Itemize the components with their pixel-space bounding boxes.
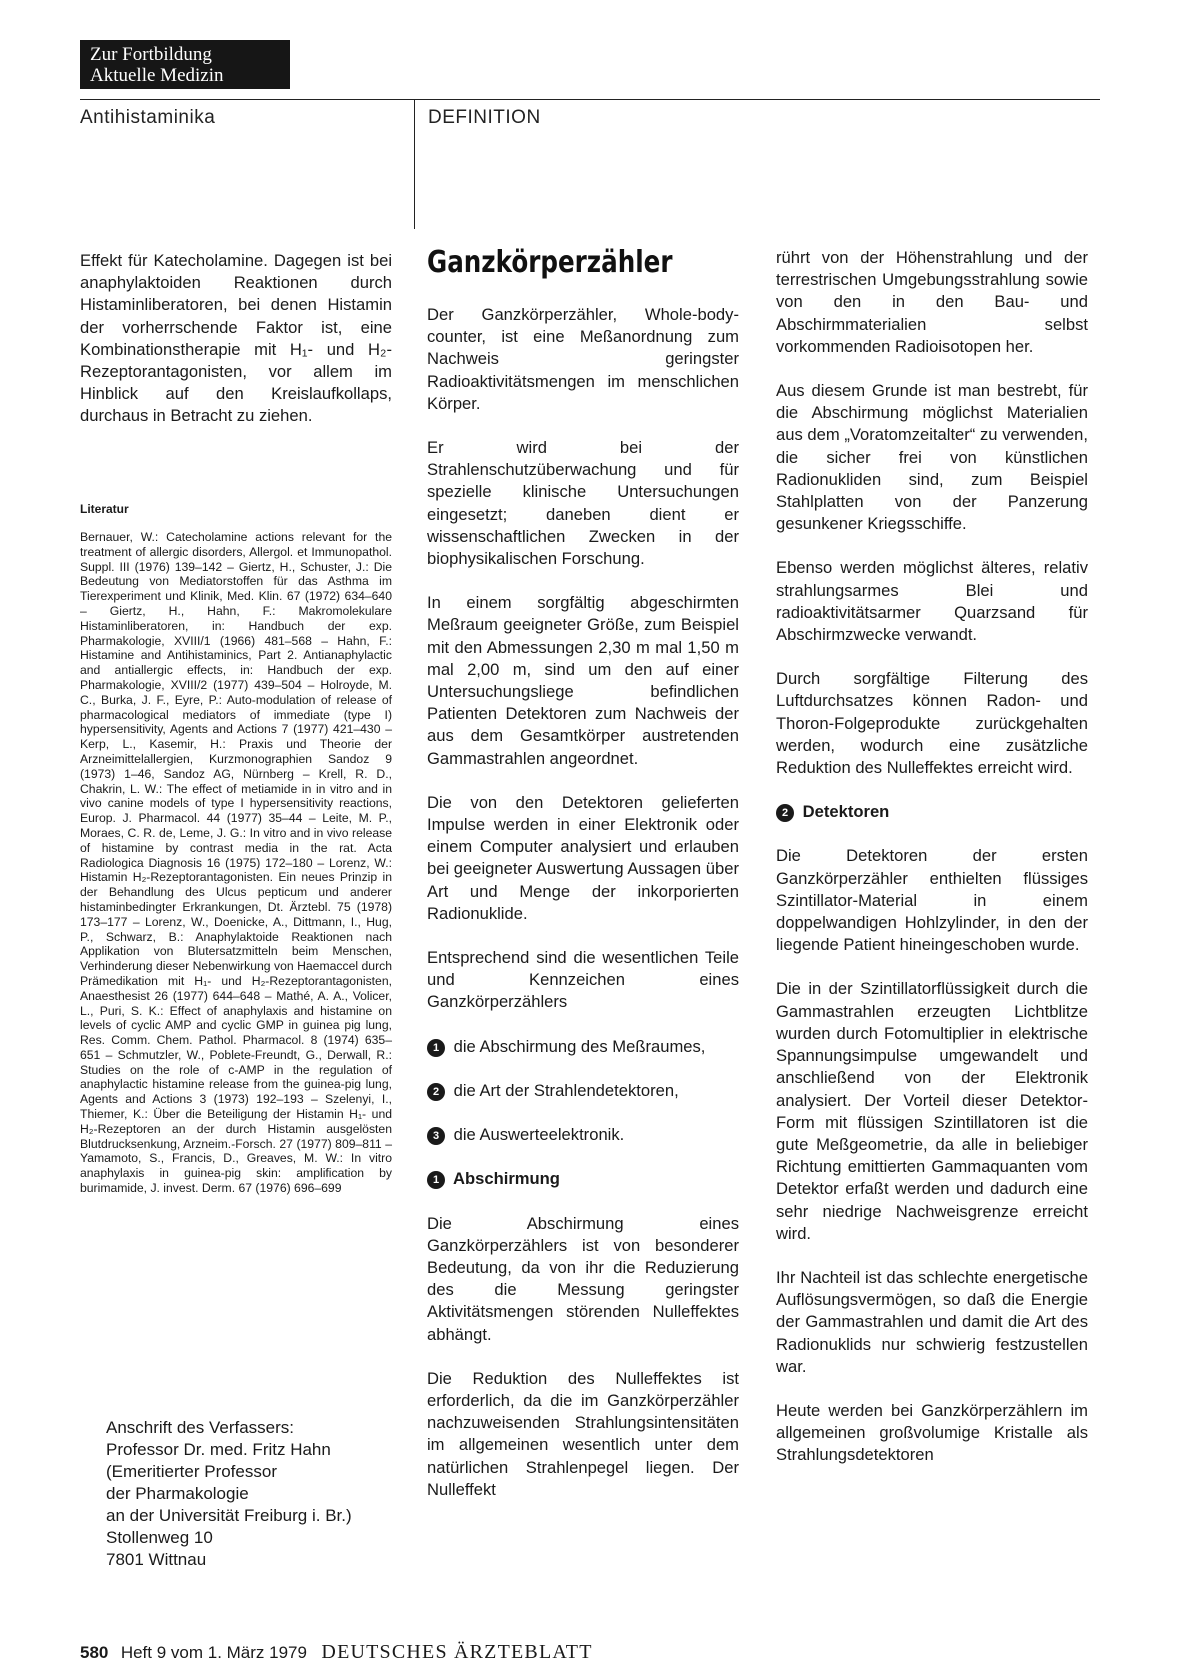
issue-info: Heft 9 vom 1. März 1979 xyxy=(120,1643,307,1662)
number-2-icon: 2 xyxy=(776,804,794,822)
list-item xyxy=(427,1036,739,1058)
list-item xyxy=(427,1080,739,1102)
header-rule xyxy=(80,99,1100,100)
badge-line-2: Aktuelle Medizin xyxy=(90,65,224,86)
number-2-icon: 2 xyxy=(427,1083,445,1101)
header-topic: Antihistaminika xyxy=(80,107,216,128)
header-divider xyxy=(414,99,415,229)
column-right xyxy=(776,247,1088,1489)
number-3-icon: 3 xyxy=(427,1127,445,1145)
list-item-text: die Art der Strahlendetektoren, xyxy=(453,1080,679,1100)
paragraph: Er wird bei der Strahlenschutzüberwachung und für spezielle klinische Untersuchungen eingesetzt; daneben dient er wissenschaftlichen Zwecken in der biophysikalischen Forschung. xyxy=(427,438,739,569)
list-item-text: die Auswerteelektronik. xyxy=(453,1125,625,1145)
address-line: der Pharmakologie xyxy=(106,1484,249,1503)
list-item xyxy=(427,1124,739,1146)
address-line: Professor Dr. med. Fritz Hahn xyxy=(106,1440,331,1459)
section-badge xyxy=(80,40,290,89)
author-address xyxy=(106,1417,352,1571)
column-middle xyxy=(427,304,739,1523)
article-title: Ganzkörperzähler xyxy=(427,245,673,280)
page-number: 580 xyxy=(80,1643,109,1662)
address-line: 7801 Wittnau xyxy=(106,1550,207,1569)
paragraph: Heute werden bei Ganzkörperzählern im allgemeinen großvolumige Kristalle als Strahlungsdetektoren xyxy=(776,1400,1088,1465)
page-footer xyxy=(80,1641,593,1664)
address-line: Stollenweg 10 xyxy=(106,1528,213,1547)
subheading-abschirmung xyxy=(427,1168,739,1190)
paragraph: Die Abschirmung eines Ganzkörperzählers ist von besonderer Bedeutung, da von ihr die Reduzierung des die Messung geringster Aktivitätsmengen störenden Nulleffektes abhängt. xyxy=(427,1213,739,1344)
paragraph: Ebenso werden möglichst älteres, relativ strahlungsarmes Blei und radioaktivitätsarmer Quarzsand für Abschirmzwecke verwandt. xyxy=(776,558,1088,645)
paragraph: Ihr Nachteil ist das schlechte energetische Auflösungsvermögen, so daß die Energie der Gammastrahlen und damit die Art des Radionuklids nur schwierig festzustellen war. xyxy=(776,1267,1088,1376)
paragraph: Die in der Szintillatorflüssigkeit durch die Gammastrahlen erzeugten Lichtblitze wurden durch Fotomultiplier in elektrische Spannungsimpulse umgewandelt und anschließend von der Elektronik analysiert. Der Vorteil dieser Detektor-Form mit flüssigen Szintillatoren ist die gute Meßgeometrie, da alle in beliebiger Richtung emittierten Gammaquanten vom Detektor erfaßt werden und dadurch eine sehr niedrige Nachweisgrenze erreicht wird. xyxy=(776,979,1088,1243)
paragraph: Die Detektoren der ersten Ganzkörperzähler enthielten flüssiges Szintillator-Material in einem doppelwandigen Hohlzylinder, in den der liegende Patient hineingeschoben wurde. xyxy=(776,846,1088,955)
address-line: an der Universität Freiburg i. Br.) xyxy=(106,1506,352,1525)
paragraph: Durch sorgfältige Filterung des Luftdurchsatzes können Radon- und Thoron-Folgeprodukte zurückgehalten werden, wodurch eine zusätzliche Reduktion des Nulleffektes erreicht wird. xyxy=(776,669,1088,778)
paragraph: Der Ganzkörperzähler, Whole-body-counter, ist eine Meßanordnung zum Nachweis geringster Radioaktivitätsmengen im menschlichen Körper. xyxy=(427,305,739,413)
paragraph: In einem sorgfältig abgeschirmten Meßraum geeigneter Größe, zum Beispiel mit den Abmessungen 2,30 m mal 1,50 m mal 2,00 m, sind um den auf einer Untersuchungsliege befindlichen Patienten Detektoren zum Nachweis der aus dem Gesamtkörper austretenden Gammastrahlen angeordnet. xyxy=(427,593,739,768)
literature-references: Bernauer, W.: Catecholamine actions relevant for the treatment of allergic disorders, Allergol. et Immunopathol. Suppl. III (1976) 139–142 – Giertz, H., Schuster, J.: Die Bedeutung von Mediatorstoffen für das Asthma im Tierexperiment und Klinik, Med. Klin. 67 (1972) 634–640 – Giertz, H., Hahn, F.: Makromolekulare Histaminliberatoren, in: Handbuch der exp. Pharmakologie, XVIII/1 (1966) 481–568 – Hahn, F.: Histamine and Antihistaminics, Part 2. Antianaphylactic and antiallergic effects, in: Handbuch der exp. Pharmakologie, XVIII/2 (1977) 439–504 – Holroyde, M. C., Burka, J. F., Eyre, P.: Auto-modulation of release of pharmacological mediators of immediate (type I) hypersensitivity, Agents and Actions 7 (1977) 421–430 – Kerp, L., Kasemir, H.: Praxis und Theorie der Arzneimittelallergien, Kurzmonographien Sandoz 9 (1973) 1–46, Sandoz AG, Nürnberg – Krell, R. D., Chakrin, L. W.: The effect of metiamide in in vitro and in vivo canine models of type I hypersensitivity reactions, Europ. J. Pharmacol. 44 (1977) 35–44 – Leite, M. P., Moraes, C. R. de, Leme, J. G.: In vitro and in vivo release of histamine by contrast media in the rat. Acta Radiologica Diagnosis 16 (1975) 172–180 – Lorenz, W.: Histamin H₂-Rezeptorantagonisten. Ein neues Prinzip in der Behandlung des Ulcus pepticum und anderer histaminbedingter Erkrankungen, Dt. Ärztebl. 75 (1978) 173–177 – Lorenz, W., Doenicke, A., Dittmann, I., Hug, P., Schwarz, B.: Anaphylaktoide Reaktionen nach Applikation von Blutersatzmitteln beim Menschen, Verhinderung dieser Nebenwirkung von Haemaccel durch Prämedikation mit H₁- und H₂-Rezeptorantagonisten, Anaesthesist 26 (1977) 644–648 – Mathé, A. A., Volicer, L., Puri, S. K.: Effect of anaphylaxis and histamine on levels of cyclic AMP and cyclic GMP in guinea pig lung, Res. Comm. Chem. Pathol. Pharmacol. 8 (1974) 635–651 – Schmutzler, W., Poblete-Freundt, G., Derwall, R.: Studies on the role of c-AMP in the regulation of anaphylactic histamine release from the guinea-pig lung, Agents and Actions 3 (1973) 192–193 – Szelenyi, I., Thiemer, K.: Über die Beteiligung der Histamin H₁- und H₂-Rezeptoren an der durch Histamin ausgelösten Blutdrucksenkung, Arzneim.-Forsch. 27 (1977) 809–811 – Yamamoto, S., Francis, D., Greaves, M. W.: In vitro anaphylaxis in guinea-pig skin: amplification by burimamide, J. invest. Derm. 67 (1976) 696–699 xyxy=(80,530,392,1196)
number-1-icon: 1 xyxy=(427,1039,445,1057)
paragraph: Aus diesem Grunde ist man bestrebt, für die Abschirmung möglichst Materialien aus dem „Voratomzeitalter“ zu verwenden, die sicher frei von künstlichen Radionukliden sind, zum Beispiel Stahlplatten von der Panzerung gesunkener Kriegsschiffe. xyxy=(776,381,1088,534)
literature-heading: Literatur xyxy=(80,502,129,516)
column-left xyxy=(80,250,392,450)
number-1-icon: 1 xyxy=(427,1171,445,1189)
badge-line-1: Zur Fortbildung xyxy=(90,44,212,65)
subheading-text: Abschirmung xyxy=(453,1169,560,1189)
subheading-text: Detektoren xyxy=(802,802,890,822)
address-line: (Emeritierter Professor xyxy=(106,1462,277,1481)
journal-name: DEUTSCHES ÄRZTEBLATT xyxy=(321,1641,593,1663)
paragraph: rührt von der Höhenstrahlung und der terrestrischen Umgebungsstrahlung sowie von den in den Bau- und Abschirmmaterialien selbst vorkommenden Radioisotopen her. xyxy=(776,248,1088,356)
intro-paragraph: Effekt für Katecholamine. Dagegen ist bei anaphylaktoiden Reaktionen durch Histaminliberatoren, bei denen Histamin der vorherrschende Faktor ist, eine Kombinationstherapie mit H₁- und H₂-Rezeptorantagonisten, vor allem im Hinblick auf den Kreislaufkollaps, durchaus in Betracht zu ziehen. xyxy=(80,251,392,426)
subheading-detektoren xyxy=(776,801,1088,823)
list-item-text: die Abschirmung des Meßraumes, xyxy=(453,1036,706,1056)
paragraph: Die von den Detektoren gelieferten Impulse werden in einer Elektronik oder einem Computer analysiert und erlauben bei geeigneter Auswertung Aussagen über Art und Menge der inkorporierten Radionuklide. xyxy=(427,792,739,923)
address-line: Anschrift des Verfassers: xyxy=(106,1418,295,1437)
paragraph: Die Reduktion des Nulleffektes ist erforderlich, da die im Ganzkörperzähler nachzuweisenden Strahlungsintensitäten im allgemeinen wesentlich unter dem natürlichen Strahlenpegel liegen. Der Nulleffekt xyxy=(427,1368,739,1499)
paragraph: Entsprechend sind die wesentlichen Teile und Kennzeichen eines Ganzkörperzählers xyxy=(427,948,739,1012)
header-section: DEFINITION xyxy=(428,107,541,128)
